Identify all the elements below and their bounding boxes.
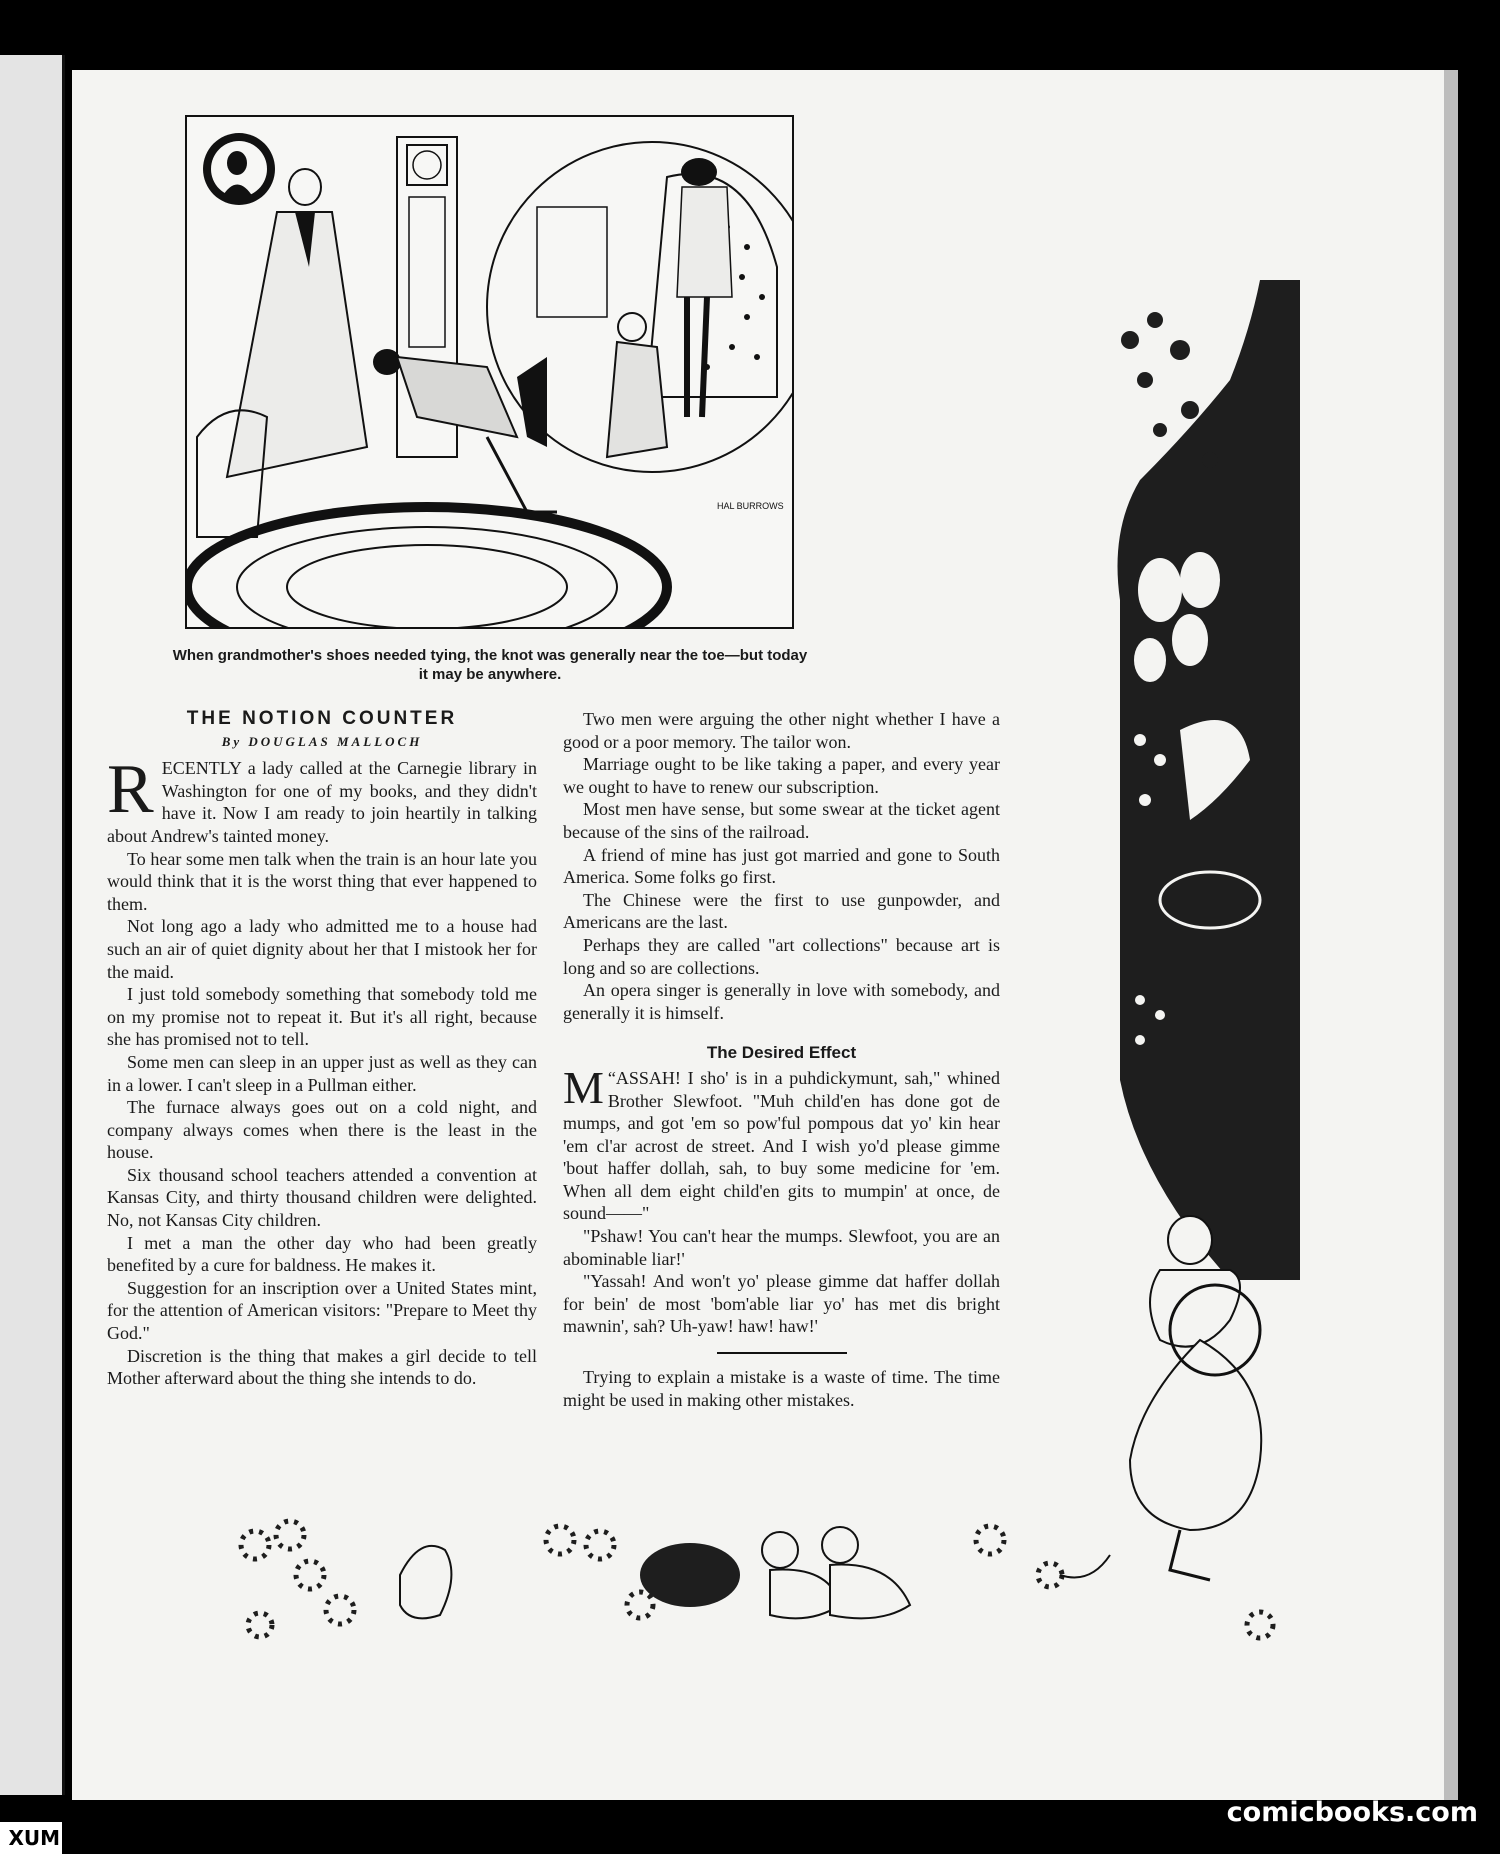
artist-signature: HAL BURROWS <box>717 501 784 511</box>
illustration-caption: When grandmother's shoes needed tying, the knot was generally near the toe—but today it may be anywhere. <box>172 647 808 683</box>
story-first-paragraph-text: ASSAH! I sho' is in a puhdickymunt, sah," whined Brother Slewfoot. "Muh child'en has done got de mumps, and got 'em so pow'ful pompous dat yo' kin hear 'em cl'ar acrost de street. And I wish yo'd please gimme 'bout haffer dollah, sah, to buy some medicine for 'em. When all dem eight child'en gits to mumpin' at once, de sound——" <box>563 1067 1000 1224</box>
illustration-drawing <box>187 117 792 627</box>
paragraph: The Chinese were the first to use gunpowder, and Americans are the last. <box>563 889 1000 933</box>
adjacent-page-edge <box>0 55 65 1795</box>
watermark-comicbooks: comicbooks.com <box>1226 1797 1478 1828</box>
paragraph: Marriage ought to be like taking a paper, and every year we ought to have to renew our subscription. <box>563 754 1000 797</box>
article-first-paragraph <box>107 751 537 847</box>
article-first-paragraph-text: ECENTLY a lady called at the Carnegie library in Washington for one of my books, and they didn't have it. Now I am ready to join heartily in talking about Andrew's tainted money. <box>107 758 537 846</box>
paragraph: An opera singer is generally in love with somebody, and generally it is himself. <box>563 980 1000 1023</box>
story-first-paragraph <box>563 1061 1000 1225</box>
paragraph: A friend of mine has just got married and gone to South America. Some folks go first. <box>563 844 1000 888</box>
closing-paragraph: Trying to explain a mistake is a waste of time. The time might be used in making other mistakes. <box>563 1367 1000 1410</box>
article-column-left <box>107 708 537 1390</box>
decorative-tree-border <box>1100 280 1300 1610</box>
story-open-quote: “ <box>607 1067 616 1088</box>
paragraph: Two men were arguing the other night whether I have a good or a poor memory. The tailor won. <box>563 709 1000 752</box>
edge-label: XUM <box>0 1822 62 1854</box>
paragraph: Suggestion for an inscription over a United States mint, for the attention of American visitors: "Prepare to Meet thy God." <box>107 1277 537 1344</box>
illustration-grandmother-shoes <box>185 115 794 629</box>
paragraph: "Yassah! And won't yo' please gimme dat haffer dollah for bein' de most 'bom'able liar yo' has met dis bright mawnin', sah? Uh-yaw! haw! haw!' <box>563 1271 1000 1337</box>
paragraph: Six thousand school teachers attended a convention at Kansas City, and thirty thousand children were delighted. No, not Kansas City children. <box>107 1164 537 1231</box>
article-column-right <box>563 708 1000 1411</box>
page-edge-right <box>1444 70 1458 1800</box>
article-title: THE NOTION COUNTER <box>186 708 458 729</box>
paragraph: The furnace always goes out on a cold night, and company always comes when there is the least in the house. <box>107 1097 537 1163</box>
section-divider <box>717 1352 847 1354</box>
paragraph: Not long ago a lady who admitted me to a house had such an air of quiet dignity about her that I mistook her for the maid. <box>107 916 537 982</box>
paragraph: Perhaps they are called "art collections" because art is long and so are collections. <box>563 934 1000 978</box>
decorative-chicks-border <box>230 1515 1290 1655</box>
paragraph: I met a man the other day who had been greatly benefited by a cure for baldness. He makes it. <box>107 1232 537 1276</box>
paragraph: To hear some men talk when the train is an hour late you would think that it is the worst thing that ever happened to them. <box>107 848 537 914</box>
story-drop-cap: M <box>563 1061 604 1113</box>
article-byline: By DOUGLAS MALLOCH <box>221 733 423 749</box>
paragraph: I just told somebody something that somebody told me on my promise not to repeat it. But it's all right, because she has promised not to tell. <box>107 984 537 1050</box>
paragraph: Some men can sleep in an upper just as well as they can in a lower. I can't sleep in a Pullman either. <box>107 1051 537 1095</box>
paragraph: Most men have sense, but some swear at the ticket agent because of the sins of the railroad. <box>563 799 1000 842</box>
story-title: The Desired Effect <box>706 1043 857 1063</box>
paragraph: Discretion is the thing that makes a girl decide to tell Mother afterward about the thing she intends to do. <box>107 1345 537 1389</box>
paragraph: "Pshaw! You can't hear the mumps. Slewfoot, you are an abominable liar!' <box>563 1226 1000 1269</box>
drop-cap: R <box>107 751 154 829</box>
